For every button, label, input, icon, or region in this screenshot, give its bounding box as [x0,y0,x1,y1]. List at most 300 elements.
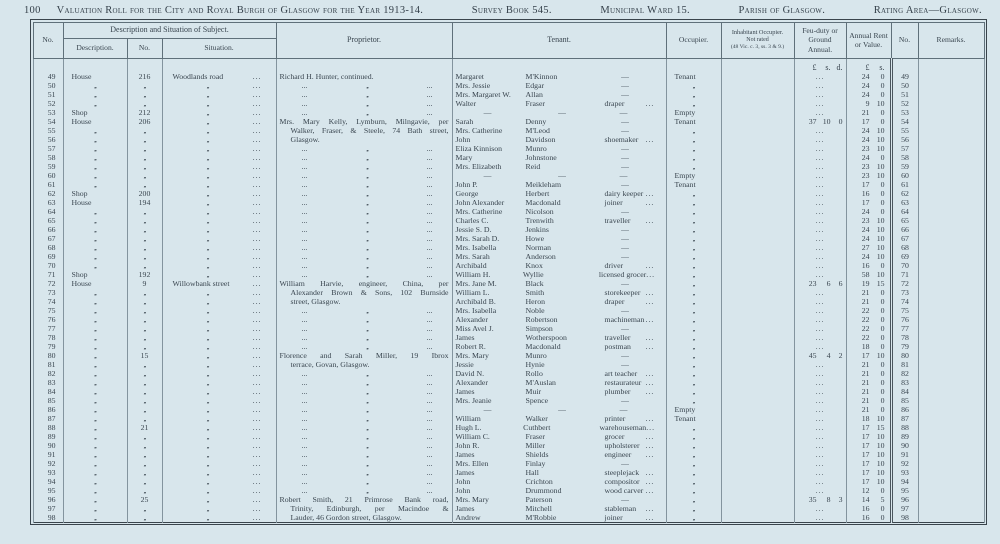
cell-description: ,, [63,81,127,90]
table-row [33,468,984,477]
cell-street-number: ,, [127,360,162,369]
leader-dots: ... [252,512,262,522]
cell-row-number-right: 71 [891,270,918,279]
cell-feu-duty: ... [794,108,846,117]
cell-description: ,, [63,288,127,297]
leader-dots: ... [252,215,262,225]
cell-row-number: 52 [33,99,63,108]
cell-situation [162,261,276,270]
cell-remarks [918,360,984,369]
rent-pounds: 21 [861,359,870,369]
leader-dots: ... [645,377,655,387]
cell-street-number: ,, [127,216,162,225]
cell-feu-duty [794,279,846,288]
cell-situation [162,405,276,414]
table-row [33,459,984,468]
cell-tenant [452,216,666,225]
cell-occupier: ,, [666,135,721,144]
cell-tenant [452,189,666,198]
cell-street-number: ,, [127,378,162,387]
cell-remarks [918,108,984,117]
leader-dots: ... [301,305,308,315]
col-header-description: Description. [63,38,127,58]
leader-dots: ... [252,170,262,180]
tenant-forename: — [483,404,492,414]
cell-proprietor [276,207,452,216]
leader-dots: ... [301,224,308,234]
leader-dots: ... [426,206,433,216]
cell-row-number-right: 51 [891,90,918,99]
cell-description: ,, [63,360,127,369]
cell-remarks [918,414,984,423]
cell-inhabitant-occupier [721,477,794,486]
cell-feu-duty: ... [794,342,846,351]
cell-row-number: 87 [33,414,63,423]
tenant-forename: Charles C. [455,215,489,225]
table-row [33,108,984,117]
tenant-surname: — [558,170,566,180]
cell-row-number-right: 69 [891,252,918,261]
cell-annual-rent [846,495,891,504]
tenant-forename: Jessie S. D. [455,224,492,234]
cell-row-number: 86 [33,405,63,414]
tenant-forename: John R. [455,440,480,450]
cell-occupier: ,, [666,495,721,504]
cell-annual-rent [846,351,891,360]
cell-street-number: ,, [127,288,162,297]
rent-pounds: 22 [861,332,870,342]
cell-remarks [918,495,984,504]
cell-situation [162,450,276,459]
cell-street-number: 21 [127,423,162,432]
cell-remarks [918,369,984,378]
tenant-surname: Meikleham [525,179,562,189]
cell-tenant [452,360,666,369]
rent-shillings: 15 [876,422,885,432]
cell-proprietor: terrace, Govan, Glasgow. [276,360,452,369]
cell-tenant [452,306,666,315]
cell-street-number: ,, [127,324,162,333]
rent-pounds: 21 [861,287,870,297]
table-row [33,153,984,162]
situation-text: ,, [206,206,209,216]
cell-occupier: ,, [666,99,721,108]
tenant-surname: Paterson [525,494,553,504]
tenant-occupation: traveller [604,332,631,342]
cell-feu-duty [794,117,846,126]
cell-remarks [918,513,984,523]
cell-remarks [918,432,984,441]
cell-situation [162,423,276,432]
cell-row-number-right: 54 [891,117,918,126]
cell-row-number: 72 [33,279,63,288]
cell-inhabitant-occupier [721,162,794,171]
cell-feu-duty: ... [794,171,846,180]
ditto-mark: ,, [366,431,368,441]
cell-proprietor [276,189,452,198]
cell-inhabitant-occupier [721,198,794,207]
cell-tenant [452,90,666,99]
rent-pounds: 24 [861,80,870,90]
cell-tenant [452,495,666,504]
cell-description: ,, [63,225,127,234]
table-row [33,423,984,432]
leader-dots: ... [301,215,308,225]
leader-dots: ... [645,197,655,207]
tenant-surname: Spence [525,395,549,405]
cell-row-number: 67 [33,234,63,243]
leader-dots: ... [301,485,308,495]
situation-text: ,, [206,404,209,414]
cell-occupier: ,, [666,342,721,351]
tenant-surname: Anderson [525,251,556,261]
leader-dots: ... [426,422,433,432]
cell-row-number-right: 84 [891,387,918,396]
cell-annual-rent [846,270,891,279]
rent-shillings: 0 [880,323,885,333]
cell-proprietor: Florence and Sarah Miller, 19 Ibrox [276,351,452,360]
tenant-occupation: engineer [604,449,632,459]
leader-dots: ... [301,413,308,423]
leader-dots: ... [252,413,262,423]
cell-situation [162,81,276,90]
cell-situation [162,72,276,81]
cell-tenant [452,387,666,396]
tenant-forename: Miss Avel J. [455,323,494,333]
cell-inhabitant-occupier [721,144,794,153]
tenant-occupation: printer [604,413,626,423]
cell-row-number-right: 58 [891,153,918,162]
tenant-surname: — [558,107,566,117]
cell-occupier: ,, [666,486,721,495]
rent-shillings: 15 [876,278,885,288]
rent-shillings: 10 [876,251,885,261]
cell-occupier: ,, [666,297,721,306]
cell-description: ,, [63,450,127,459]
rent-shillings: 0 [880,287,885,297]
cell-occupier: ,, [666,261,721,270]
cell-street-number: ,, [127,450,162,459]
cell-situation [162,432,276,441]
leader-dots: ... [252,296,262,306]
tenant-forename: David N. [455,368,485,378]
tenant-surname: Rollo [525,368,543,378]
cell-description: ,, [63,459,127,468]
cell-tenant [452,153,666,162]
table-row [33,324,984,333]
tenant-forename: Jessie [455,359,474,369]
cell-tenant [452,279,666,288]
cell-feu-duty: ... [794,126,846,135]
rent-shillings: 10 [876,269,885,279]
cell-remarks [918,144,984,153]
cell-annual-rent [846,252,891,261]
tenant-surname: Allan [525,89,543,99]
cell-occupier: ,, [666,441,721,450]
cell-annual-rent [846,117,891,126]
tenant-occupation: joiner [604,512,623,522]
tenant-surname: Jenkins [525,224,549,234]
leader-dots: ... [252,431,262,441]
cell-annual-rent [846,468,891,477]
cell-proprietor [276,468,452,477]
col-header-situation: Situation. [162,38,276,58]
feu-value: 2 [838,350,843,360]
tenant-surname: M'Leod [525,125,550,135]
leader-dots: ... [252,440,262,450]
cell-proprietor [276,315,452,324]
cell-remarks [918,117,984,126]
cell-proprietor [276,432,452,441]
cell-row-number: 93 [33,468,63,477]
cell-tenant [452,468,666,477]
tenant-surname: M'Kinnon [525,71,558,81]
rent-pounds: 24 [861,71,870,81]
cell-annual-rent [846,324,891,333]
cell-situation [162,306,276,315]
situation-text: ,, [206,188,209,198]
cell-tenant [452,117,666,126]
leader-dots: ... [301,404,308,414]
cell-annual-rent [846,387,891,396]
col-header-rent: Annual Rent or Value. [846,22,891,58]
cell-occupier: ,, [666,90,721,99]
cell-row-number: 74 [33,297,63,306]
cell-street-number: ,, [127,99,162,108]
situation-text: ,, [206,386,209,396]
cell-situation [162,315,276,324]
leader-dots: ... [252,161,262,171]
cell-remarks [918,270,984,279]
cell-proprietor: William Harvie, engineer, China, per [276,279,452,288]
leader-dots: ... [301,170,308,180]
cell-feu-duty: ... [794,432,846,441]
tenant-surname: Nicolson [525,206,554,216]
cell-tenant [452,135,666,144]
cell-tenant [452,144,666,153]
leader-dots: ... [645,413,655,423]
tenant-surname: Denny [525,116,547,126]
cell-row-number-right: 59 [891,162,918,171]
cell-tenant [452,270,666,279]
cell-row-number-right: 82 [891,369,918,378]
leader-dots: ... [646,422,656,432]
cell-feu-duty: ... [794,252,846,261]
cell-inhabitant-occupier [721,81,794,90]
cell-feu-duty: ... [794,396,846,405]
situation-text: ,, [206,449,209,459]
cell-annual-rent [846,378,891,387]
feu-value: 0 [838,116,843,126]
leader-dots: ... [426,431,433,441]
leader-dots: ... [252,395,262,405]
cell-description: ,, [63,162,127,171]
cell-street-number: ,, [127,207,162,216]
cell-situation [162,504,276,513]
cell-remarks [918,162,984,171]
tenant-occupation: postman [604,341,631,351]
cell-feu-duty: ... [794,270,846,279]
tenant-surname: Trenwith [525,215,554,225]
tenant-forename: Eliza Kinnison [455,143,503,153]
ditto-mark: ,, [366,404,368,414]
cell-row-number-right: 60 [891,171,918,180]
cell-tenant [452,396,666,405]
leader-dots: ... [301,242,308,252]
cell-proprietor [276,180,452,189]
cell-feu-duty: ... [794,405,846,414]
rent-pounds: 17 [861,431,870,441]
situation-text: ,, [206,359,209,369]
cell-street-number: ,, [127,315,162,324]
situation-text: ,, [206,440,209,450]
cell-street-number: 206 [127,117,162,126]
tenant-forename: Mrs. Jane M. [455,278,497,288]
leader-dots: ... [645,467,655,477]
cell-row-number-right: 81 [891,360,918,369]
cell-occupier: ,, [666,432,721,441]
cell-annual-rent [846,189,891,198]
cell-occupier: ,, [666,459,721,468]
leader-dots: ... [252,305,262,315]
cell-row-number: 96 [33,495,63,504]
cell-proprietor [276,243,452,252]
cell-occupier: Tenant [666,414,721,423]
cell-occupier: ,, [666,324,721,333]
cell-proprietor [276,387,452,396]
table-row [33,405,984,414]
rent-shillings: 0 [880,152,885,162]
situation-text: ,, [206,431,209,441]
table-row [33,72,984,81]
tenant-occupation: — [621,278,629,288]
rent-shillings: 10 [876,449,885,459]
rent-pounds: 23 [861,170,870,180]
cell-remarks [918,81,984,90]
cell-proprietor: Alexander Brown & Sons, 102 Burnside [276,288,452,297]
cell-occupier: ,, [666,288,721,297]
leader-dots: ... [252,260,262,270]
cell-situation [162,99,276,108]
cell-remarks [918,252,984,261]
leader-dots: ... [426,98,433,108]
cell-proprietor: Robert Smith, 21 Primrose Bank road, [276,495,452,504]
leader-dots: ... [645,260,655,270]
leader-dots: ... [252,458,262,468]
cell-situation [162,171,276,180]
cell-occupier: ,, [666,387,721,396]
cell-row-number-right: 61 [891,180,918,189]
cell-inhabitant-occupier [721,369,794,378]
tenant-forename: John P. [455,179,478,189]
cell-remarks [918,99,984,108]
cell-street-number: ,, [127,243,162,252]
tenant-surname: Mitchell [525,503,552,513]
tenant-forename: Mrs. Mary [455,494,489,504]
cell-row-number-right: 74 [891,297,918,306]
rent-pounds: 58 [861,269,870,279]
rent-pounds: 17 [861,467,870,477]
rent-shillings: 0 [880,197,885,207]
cell-description: ,, [63,405,127,414]
ditto-mark: ,, [366,89,368,99]
tenant-surname: Cuthbert [523,422,551,432]
leader-dots: ... [645,476,655,486]
table-row [33,369,984,378]
cell-tenant [452,72,666,81]
situation-text: Willowbank street [172,278,230,288]
cell-proprietor [276,414,452,423]
cell-feu-duty: ... [794,153,846,162]
rent-pounds: 22 [861,323,870,333]
cell-inhabitant-occupier [721,252,794,261]
rent-shillings: 10 [876,143,885,153]
table-row [33,261,984,270]
rent-shillings: 0 [880,206,885,216]
cell-proprietor [276,234,452,243]
cell-annual-rent [846,144,891,153]
cell-annual-rent [846,243,891,252]
cell-row-number: 56 [33,135,63,144]
units-row [33,58,984,72]
leader-dots: ... [426,323,433,333]
rent-pounds: 16 [861,503,870,513]
cell-tenant [452,252,666,261]
cell-street-number: ,, [127,171,162,180]
tenant-forename: Robert R. [455,341,486,351]
table-row [33,306,984,315]
tenant-surname: Wyllie [522,269,544,279]
header-item-parish: Parish of Glasgow. [738,5,826,16]
cell-row-number-right: 76 [891,315,918,324]
cell-feu-duty [794,495,846,504]
cell-inhabitant-occupier [721,72,794,81]
situation-text: ,, [206,170,209,180]
cell-tenant [452,207,666,216]
tenant-occupation: driver [604,260,624,270]
cell-annual-rent [846,261,891,270]
cell-row-number-right: 80 [891,351,918,360]
cell-feu-duty: ... [794,513,846,523]
cell-row-number-right: 86 [891,405,918,414]
situation-text: ,, [206,485,209,495]
leader-dots: ... [645,386,655,396]
cell-street-number: 9 [127,279,162,288]
tenant-forename: Mrs. Mary [455,350,489,360]
table-row [33,414,984,423]
tenant-occupation: — [619,404,628,414]
cell-occupier: ,, [666,144,721,153]
cell-annual-rent [846,441,891,450]
ditto-mark: ,, [366,215,368,225]
tenant-forename: Mrs. Sarah [455,251,490,261]
leader-dots: ... [301,251,308,261]
ditto-mark: ,, [366,170,368,180]
leader-dots: ... [301,386,308,396]
leader-dots: ... [426,269,433,279]
tenant-surname: Shields [525,449,549,459]
tenant-forename: John [455,476,471,486]
tenant-surname: Drummond [525,485,562,495]
cell-feu-duty: ... [794,180,846,189]
cell-row-number: 80 [33,351,63,360]
rent-pounds: 17 [861,458,870,468]
cell-inhabitant-occupier [721,288,794,297]
cell-annual-rent [846,396,891,405]
table-row [33,144,984,153]
cell-inhabitant-occupier [721,135,794,144]
table-row [33,81,984,90]
